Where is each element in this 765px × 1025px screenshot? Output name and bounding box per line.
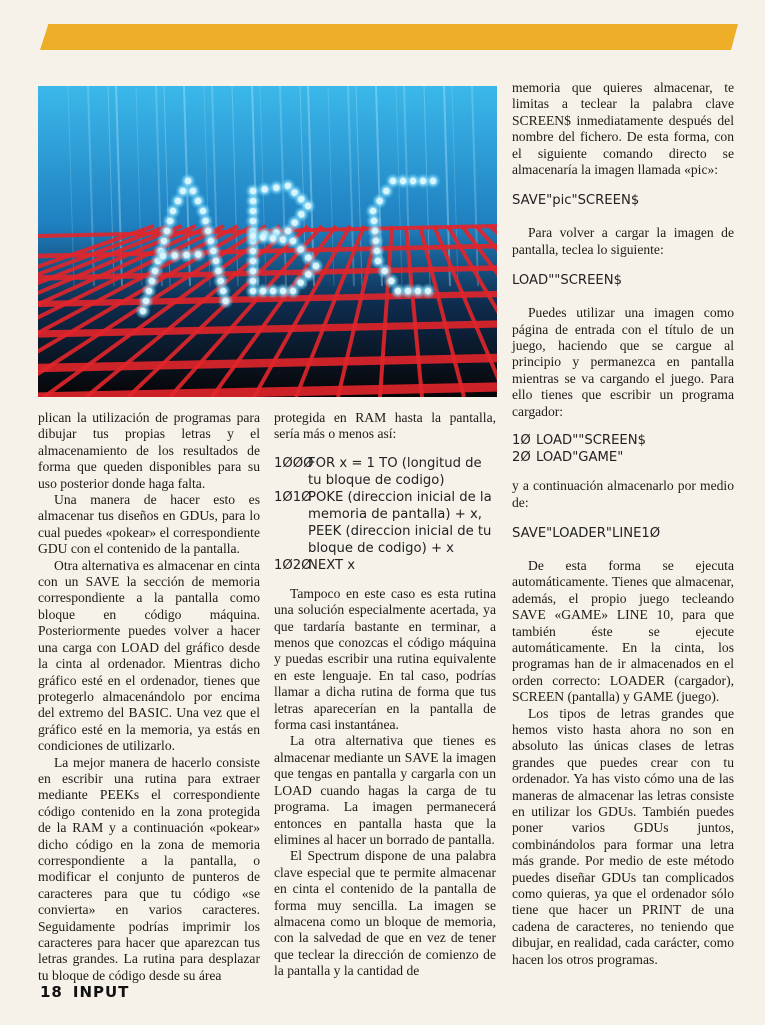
line-number: 1Ø1Ø bbox=[274, 489, 312, 505]
paragraph: Puedes utilizar una imagen como página de entrada con el título de un juego, haciendo que se cargue al principio y permanezca en pantalla mientras se va cargando el juego. Para ello tienes que escribir un programa cargador: bbox=[512, 305, 734, 419]
magazine-name: INPUT bbox=[72, 983, 130, 1001]
light-dot bbox=[260, 288, 266, 294]
paragraph: Tampoco en este caso es esta rutina una solución especialmente acertada, ya que tardaría bastante en terminar, a menos que conozcas el código máquina y puedas escribir una rutina equivalente en este lenguaje. En tal caso, podrías llamar a dicha rutina de forma que tus letras aparecerían en la pantalla de forma casi instantánea. bbox=[274, 585, 496, 733]
code-listing bbox=[512, 432, 734, 466]
line-number: 1Ø bbox=[512, 433, 531, 449]
light-dot bbox=[313, 263, 319, 269]
code-text: LOAD"GAME" bbox=[536, 450, 624, 466]
paragraph: De esta forma se ejecuta automáticamente. Tienes que almacenar, además, el propio juego tecleando SAVE «GAME» LINE 10, para que también éste se ejecute automáticamente. En la cinta, los programas han de ir almacenados en el orden correcto: LOADER (cargador), SCREEN (pantalla) y GAME (juego). bbox=[512, 557, 734, 705]
light-dot bbox=[290, 238, 296, 244]
light-dot bbox=[195, 251, 201, 257]
light-dot bbox=[250, 188, 256, 194]
code-line bbox=[512, 449, 734, 466]
light-dot bbox=[297, 279, 303, 285]
code-text: FOR x = 1 TO (longitud de tu bloque de codigo) bbox=[308, 455, 482, 488]
column-2 bbox=[274, 410, 496, 980]
paragraph: Los tipos de letras grandes que hemos visto hasta ahora no son en absoluto las únicas clases de letras grandes que puedes crear con tu ordenador. Ya has visto cómo una de las maneras de almacenar las letras consiste en utilizar los GDUs. También puedes poner varios GDUs juntos, combinándolos para formar una letra más grande. Por medio de este método puedes diseñar GDUs tan complicados como quieras, ya que el ordenador sólo tiene que hacer un PRINT de una cadena de caracteres, no teniendo que dibujar, en realidad, cada carácter, como hacen los otros programas. bbox=[512, 705, 734, 967]
paragraph: Otra alternativa es almacenar en cinta con un SAVE la sección de memoria correspondiente a la pantalla como bloque en código máquina. Posteriormente puedes volver a hacer una carga con LOAD del gráfico desde la cinta al ordenador. Mientras dicho gráfico esté en el ordenador, tienes que protegerlo almacenándolo por encima del extremo del BASIC. Una vez que el gráfico esté en la memoria, ya estás en condiciones de utilizarlo. bbox=[38, 557, 260, 754]
line-number: 1Ø2Ø bbox=[274, 557, 312, 573]
light-dot bbox=[375, 258, 381, 264]
code-command: SAVE"LOADER"LINE1Ø bbox=[512, 525, 661, 541]
light-dot bbox=[383, 188, 389, 194]
light-dot bbox=[381, 268, 387, 274]
light-dot bbox=[297, 246, 303, 252]
light-dot bbox=[160, 253, 166, 259]
line-number: 1ØØØ bbox=[274, 455, 314, 471]
light-dot bbox=[185, 178, 191, 184]
light-dot bbox=[305, 271, 311, 277]
paragraph: memoria que quieres almacenar, te limitas a teclear la palabra clave SCREEN$ inmediatamente después del nombre del fichero. De esta forma, con el siguiente comando directo se almacenaría la imagen llamada «pic»: bbox=[512, 80, 734, 178]
page-footer bbox=[40, 983, 139, 1001]
code-listing bbox=[274, 455, 496, 574]
light-dot bbox=[376, 198, 382, 204]
light-dot bbox=[273, 184, 279, 190]
code-command: SAVE"pic"SCREEN$ bbox=[512, 193, 640, 209]
code-line bbox=[274, 455, 496, 489]
code-line bbox=[274, 489, 496, 557]
code-command: LOAD""SCREEN$ bbox=[512, 273, 622, 289]
paragraph: La mejor manera de hacerlo consiste en escribir una rutina para extraer mediante PEEKs el correspondiente código contenido en la zona protegida de la RAM y a continuación «pokear» dicho código en la zona de memoria correspondiente a la pantalla, o modificar el conjunto de punteros de caracteres para que tu código «se convierta» en varios caracteres. Seguidamente podrías imprimir los caracteres para hacer que aparezcan tus letras grandes. La rutina para desplazar tu bloque de código desde su área bbox=[38, 754, 260, 983]
paragraph: Una manera de hacer esto es almacenar tus diseños en GDUs, para lo cual puedes «pokear» el correspondiente GDU con el contenido de la pantalla. bbox=[38, 492, 260, 557]
light-dot bbox=[222, 298, 228, 304]
light-dot bbox=[425, 288, 431, 294]
light-dot bbox=[190, 188, 196, 194]
paragraph: protegida en RAM hasta la pantalla, sería más o menos así: bbox=[274, 410, 496, 442]
light-dot bbox=[195, 198, 201, 204]
paragraph: plican la utilización de programas para dibujar tus propias letras y el almacenamiento de los resultados de forma que queden disponibles para su uso posterior donde haga falta. bbox=[38, 410, 260, 491]
light-dot bbox=[170, 208, 176, 214]
code-line bbox=[274, 557, 496, 574]
line-number: 2Ø bbox=[512, 450, 531, 466]
page-number: 18 bbox=[40, 983, 63, 1001]
light-dot bbox=[172, 252, 178, 258]
paragraph: El Spectrum dispone de una palabra clave especial que te permite almacenar en cinta el contenido de la pantalla de forma muy sencilla. La imagen se almacena como un bloque de memoria, con la salvedad de que en vez de tener que teclear la dirección de comienzo de la pantalla y la cantidad de bbox=[274, 848, 496, 979]
light-dot bbox=[183, 252, 189, 258]
column-3 bbox=[512, 80, 734, 968]
code-text: NEXT x bbox=[308, 557, 356, 573]
light-dot bbox=[175, 198, 181, 204]
abc-light-photo bbox=[38, 86, 497, 397]
light-dot bbox=[305, 254, 311, 260]
light-dot bbox=[388, 278, 394, 284]
code-text: POKE (direccion inicial de la memoria de pantalla) + x, PEEK (direccion inicial de tu bloque de codigo) + x bbox=[308, 489, 492, 556]
code-text: LOAD""SCREEN$ bbox=[536, 433, 646, 449]
top-color-band bbox=[40, 24, 738, 50]
paragraph: y a continuación almacenarlo por medio de: bbox=[512, 478, 734, 510]
light-dot bbox=[261, 186, 267, 192]
code-line bbox=[512, 432, 734, 449]
light-dot bbox=[390, 178, 396, 184]
column-1 bbox=[38, 410, 260, 984]
paragraph: La otra alternativa que tienes es almacenar mediante un SAVE la imagen que tengas en pantalla y cargarla con un LOAD cuando hagas la carga de tu programa. La imagen permanecerá entonces en pantalla hasta que la elimines al hacer un borrado de pantalla. bbox=[274, 733, 496, 847]
paragraph: Para volver a cargar la imagen de pantalla, teclea lo siguiente: bbox=[512, 225, 734, 257]
